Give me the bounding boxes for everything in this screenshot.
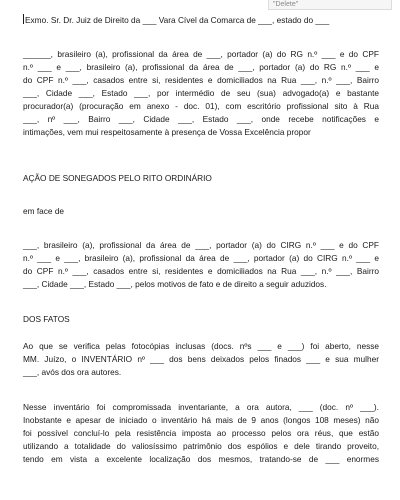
facts-line: foi possível concluí-lo pela resistência imposta ao processo pelos ora réus, que estão — [23, 428, 379, 438]
qualification-line: intimações, vem mui respeitosamente à presença de Vossa Excelência propor — [23, 127, 311, 137]
defendant-line: ___, Cidade ___, Estado ___, pelos motivos de fato e de direito a seguir aduzidos. — [23, 279, 327, 289]
qualification-line: ___, Cidade ___, Estado ___, por intermédio de seu (sua) advogado(a) e bastante — [23, 88, 379, 98]
facts-line: Inobstante e apesar de iniciado o inventário há mais de 9 anos (longos 108 meses) não — [23, 415, 379, 425]
facts-title: DOS FATOS — [23, 314, 70, 324]
defendant-line: ___, brasileiro (a), profissional da área de ___, portador (a) do CIRG n.º ___ e do CPF — [23, 240, 379, 250]
qualification-line: ___, nº ___, Bairro ___, Cidade ___, Estado ___, onde recebe notificações e — [23, 114, 379, 124]
facts-line: Nesse inventário foi compromissada inventariante, a ora autora, ___ (doc. nº ___). — [23, 402, 379, 412]
text-cursor — [23, 14, 24, 24]
facts-line: utilizando a totalidade do valiosíssimo patrimônio dos espólios e dele tirando proveito, — [23, 441, 379, 451]
facts-line: tendo em vista a excelente localização dos mesmos, tratando-se de ___ enormes — [23, 454, 379, 464]
delete-hint: "Delete" — [268, 0, 392, 10]
plaintiffs-qualification — [23, 48, 379, 139]
defendant-line: n.º ___ e ___, brasileiro (a), profissional da área de ___, portador (a) do CIRG n.º ___ e — [23, 253, 379, 263]
against-label: em face de — [23, 206, 65, 216]
qualification-line: ______, brasileiro (a), profissional da área de ___, portador (a) do RG n.º ___ e do CPF — [23, 49, 379, 59]
facts-line: ___, avós dos ora autores. — [23, 367, 122, 377]
action-title: AÇÃO DE SONEGADOS PELO RITO ORDINÁRIO — [23, 173, 212, 183]
addressee-line: Exmo. Sr. Dr. Juiz de Direito da ___ Vara Cível da Comarca de ___, estado do ___ — [25, 15, 330, 25]
qualification-line: procurador(a) (procuração em anexo - doc. 01), com escritório profissional sito à Rua — [23, 101, 379, 111]
facts-paragraph-1 — [23, 340, 379, 379]
defendants-qualification — [23, 239, 379, 291]
qualification-line: do CPF n.º ___, casados entre si, residentes e domiciliados na Rua ___, n.º ___, Bairro — [23, 75, 379, 85]
defendant-line: do CPF n.º ___, casados entre si, residentes e domiciliados na Rua ___, n.º ___, Bairro — [23, 266, 379, 276]
facts-line: Ao que se verifica pelas fotocópias inclusas (docs. nºs ___ e ___) foi aberto, nesse — [23, 341, 379, 351]
facts-paragraph-2 — [23, 401, 379, 466]
facts-line: MM. Juízo, o INVENTÁRIO nº ___ dos bens deixados pelos finados ___ e sua mulher — [23, 354, 379, 364]
qualification-line: n.º ___ e ___, brasileiro (a), profissional da área de ___, portador (a) do RG n.º ___ e — [23, 62, 379, 72]
